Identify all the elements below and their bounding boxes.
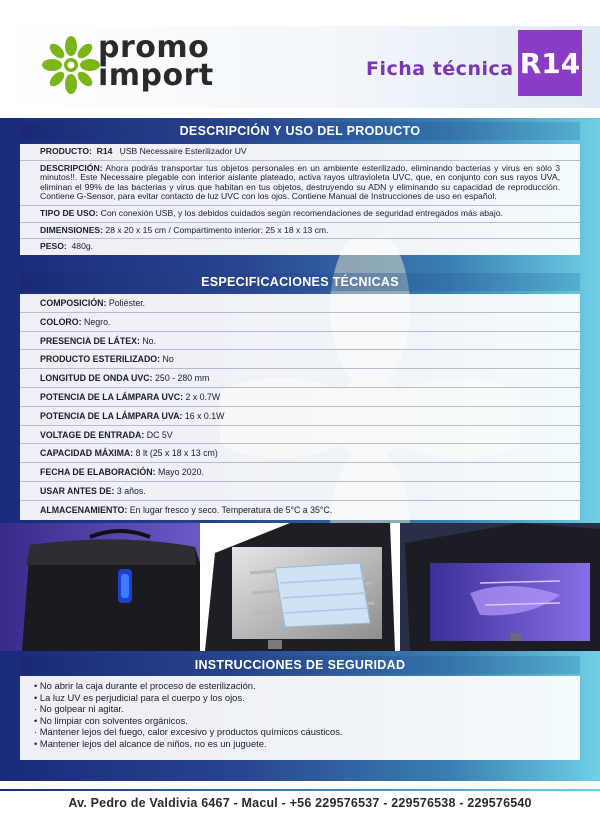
spec-label: ALMACENAMIENTO: <box>40 504 128 515</box>
product-label: PRODUCTO: <box>40 146 92 156</box>
product-photos <box>0 523 600 651</box>
spec-row <box>20 407 580 426</box>
usage-row <box>20 206 580 223</box>
safety-item: · Mantener lejos del fuego, calor excesivo y productos químicos cáusticos. <box>34 726 343 738</box>
specs-section-title: ESPECIFICACIONES TÉCNICAS <box>20 273 580 291</box>
product-name: USB Necessaire Esterilizador UV <box>119 146 247 156</box>
description-text: Ahora podrás transportar tus objetos personales en un ambiente esterilizado, eliminando bacterias y virus en sólo 3 minutos!!. Este Necessaire plegable con interior aislante plateado, activa rayos ultravioleta UVC, que, en conjunto con sus rayos UVA, eliminan el 99% de las bacterias y virus que habitan en tus objetos, destruyendo su ADN y eliminando su capacidad de reproducción. Contiene G-Sensor, para evitar contacto de luz UVC con los ojos. Contiene Manual de Instrucciones de uso en español. <box>40 162 560 202</box>
spec-row <box>20 313 580 332</box>
spec-row <box>20 388 580 407</box>
product-row <box>20 144 580 161</box>
spec-row <box>20 444 580 463</box>
spec-value: 250 - 280 mm <box>155 373 210 384</box>
specs-panel <box>20 294 580 520</box>
weight-text: 480g. <box>71 241 94 252</box>
spec-value: En lugar fresco y seco. Temperatura de 5°C a 35°C. <box>129 504 333 515</box>
brand-logo <box>40 30 214 102</box>
spec-label: COLORO: <box>40 316 82 327</box>
spec-value: Mayo 2020. <box>157 467 204 478</box>
usage-label: TIPO DE USO: <box>40 207 99 218</box>
spec-label: FECHA DE ELABORACIÓN: <box>40 467 156 478</box>
spec-row <box>20 482 580 501</box>
spec-value: Poliéster. <box>108 298 146 308</box>
safety-item: • La luz UV es perjudicial para el cuerpo y los ojos. <box>34 691 245 703</box>
spec-row <box>20 369 580 388</box>
spec-label: CAPACIDAD MÁXIMA: <box>40 448 134 459</box>
spec-row <box>20 501 580 520</box>
spec-row <box>20 350 580 369</box>
safety-panel <box>20 676 580 760</box>
description-panel <box>20 144 580 255</box>
description-label: DESCRIPCIÓN: <box>40 162 103 173</box>
usage-text: Con conexión USB, y los debidos cuidados según recomendaciones de seguridad entregados más abajo. <box>100 207 503 218</box>
spec-label: POTENCIA DE LA LÁMPARA UVA: <box>40 410 183 421</box>
spec-value: 8 lt (25 x 18 x 13 cm) <box>135 448 218 459</box>
spec-row <box>20 463 580 482</box>
spec-value: Negro. <box>84 316 111 327</box>
dimensions-label: DIMENSIONES: <box>40 224 104 235</box>
spec-row <box>20 332 580 351</box>
dimensions-text: 28 x 20 x 15 cm / Compartimento interior: 25 x 18 x 13 cm. <box>105 224 329 235</box>
page-footer <box>0 781 600 825</box>
spec-value: 2 x 0.7W <box>185 391 221 402</box>
product-code-text: R14 <box>96 146 113 156</box>
logo-line-2: import <box>98 58 214 93</box>
logo-wordmark <box>98 30 214 93</box>
spec-label: VOLTAGE DE ENTRADA: <box>40 429 145 440</box>
description-row <box>20 161 580 206</box>
spec-value: No <box>162 354 174 365</box>
safety-item: • No abrir la caja durante el proceso de esterilización. <box>34 680 256 691</box>
weight-label: PESO: <box>40 241 67 252</box>
safety-list <box>20 676 580 754</box>
footer-divider <box>0 789 600 791</box>
spec-value: No. <box>142 335 157 346</box>
safety-item: · No golpear ni agitar. <box>34 703 124 715</box>
flower-logo-icon <box>40 34 102 96</box>
footer-address: Av. Pedro de Valdivia 6467 - Macul - +56 229576537 - 229576538 - 229576540 <box>68 796 532 810</box>
product-code-badge: R14 <box>518 30 582 96</box>
logo-line-1: promo <box>98 30 210 65</box>
dimensions-row <box>20 223 580 240</box>
spec-label: COMPOSICIÓN: <box>40 298 107 308</box>
spec-label: POTENCIA DE LA LÁMPARA UVC: <box>40 391 184 402</box>
safety-item: • Mantener lejos del alcance de niños, no es un juguete. <box>34 737 267 749</box>
spec-value: 16 x 0.1W <box>184 410 225 421</box>
spec-label: USAR ANTES DE: <box>40 485 115 496</box>
description-section-title: DESCRIPCIÓN Y USO DEL PRODUCTO <box>20 122 580 140</box>
spec-label: PRODUCTO ESTERILIZADO: <box>40 354 161 365</box>
spec-row <box>20 426 580 445</box>
spec-label: PRESENCIA DE LÁTEX: <box>40 335 140 346</box>
spec-value: 3 años. <box>116 485 146 496</box>
safety-item: • No limpiar con solventes orgánicos. <box>34 714 188 726</box>
spec-value: DC 5V <box>146 429 173 440</box>
spec-label: LONGITUD DE ONDA UVC: <box>40 373 153 384</box>
weight-row <box>20 239 580 255</box>
page-header <box>0 0 600 118</box>
safety-section-title: INSTRUCCIONES DE SEGURIDAD <box>20 656 580 674</box>
main-content <box>0 118 600 781</box>
spec-row <box>20 294 580 313</box>
sheet-title: Ficha técnica <box>366 58 514 80</box>
product-photos-illustration <box>0 523 600 651</box>
